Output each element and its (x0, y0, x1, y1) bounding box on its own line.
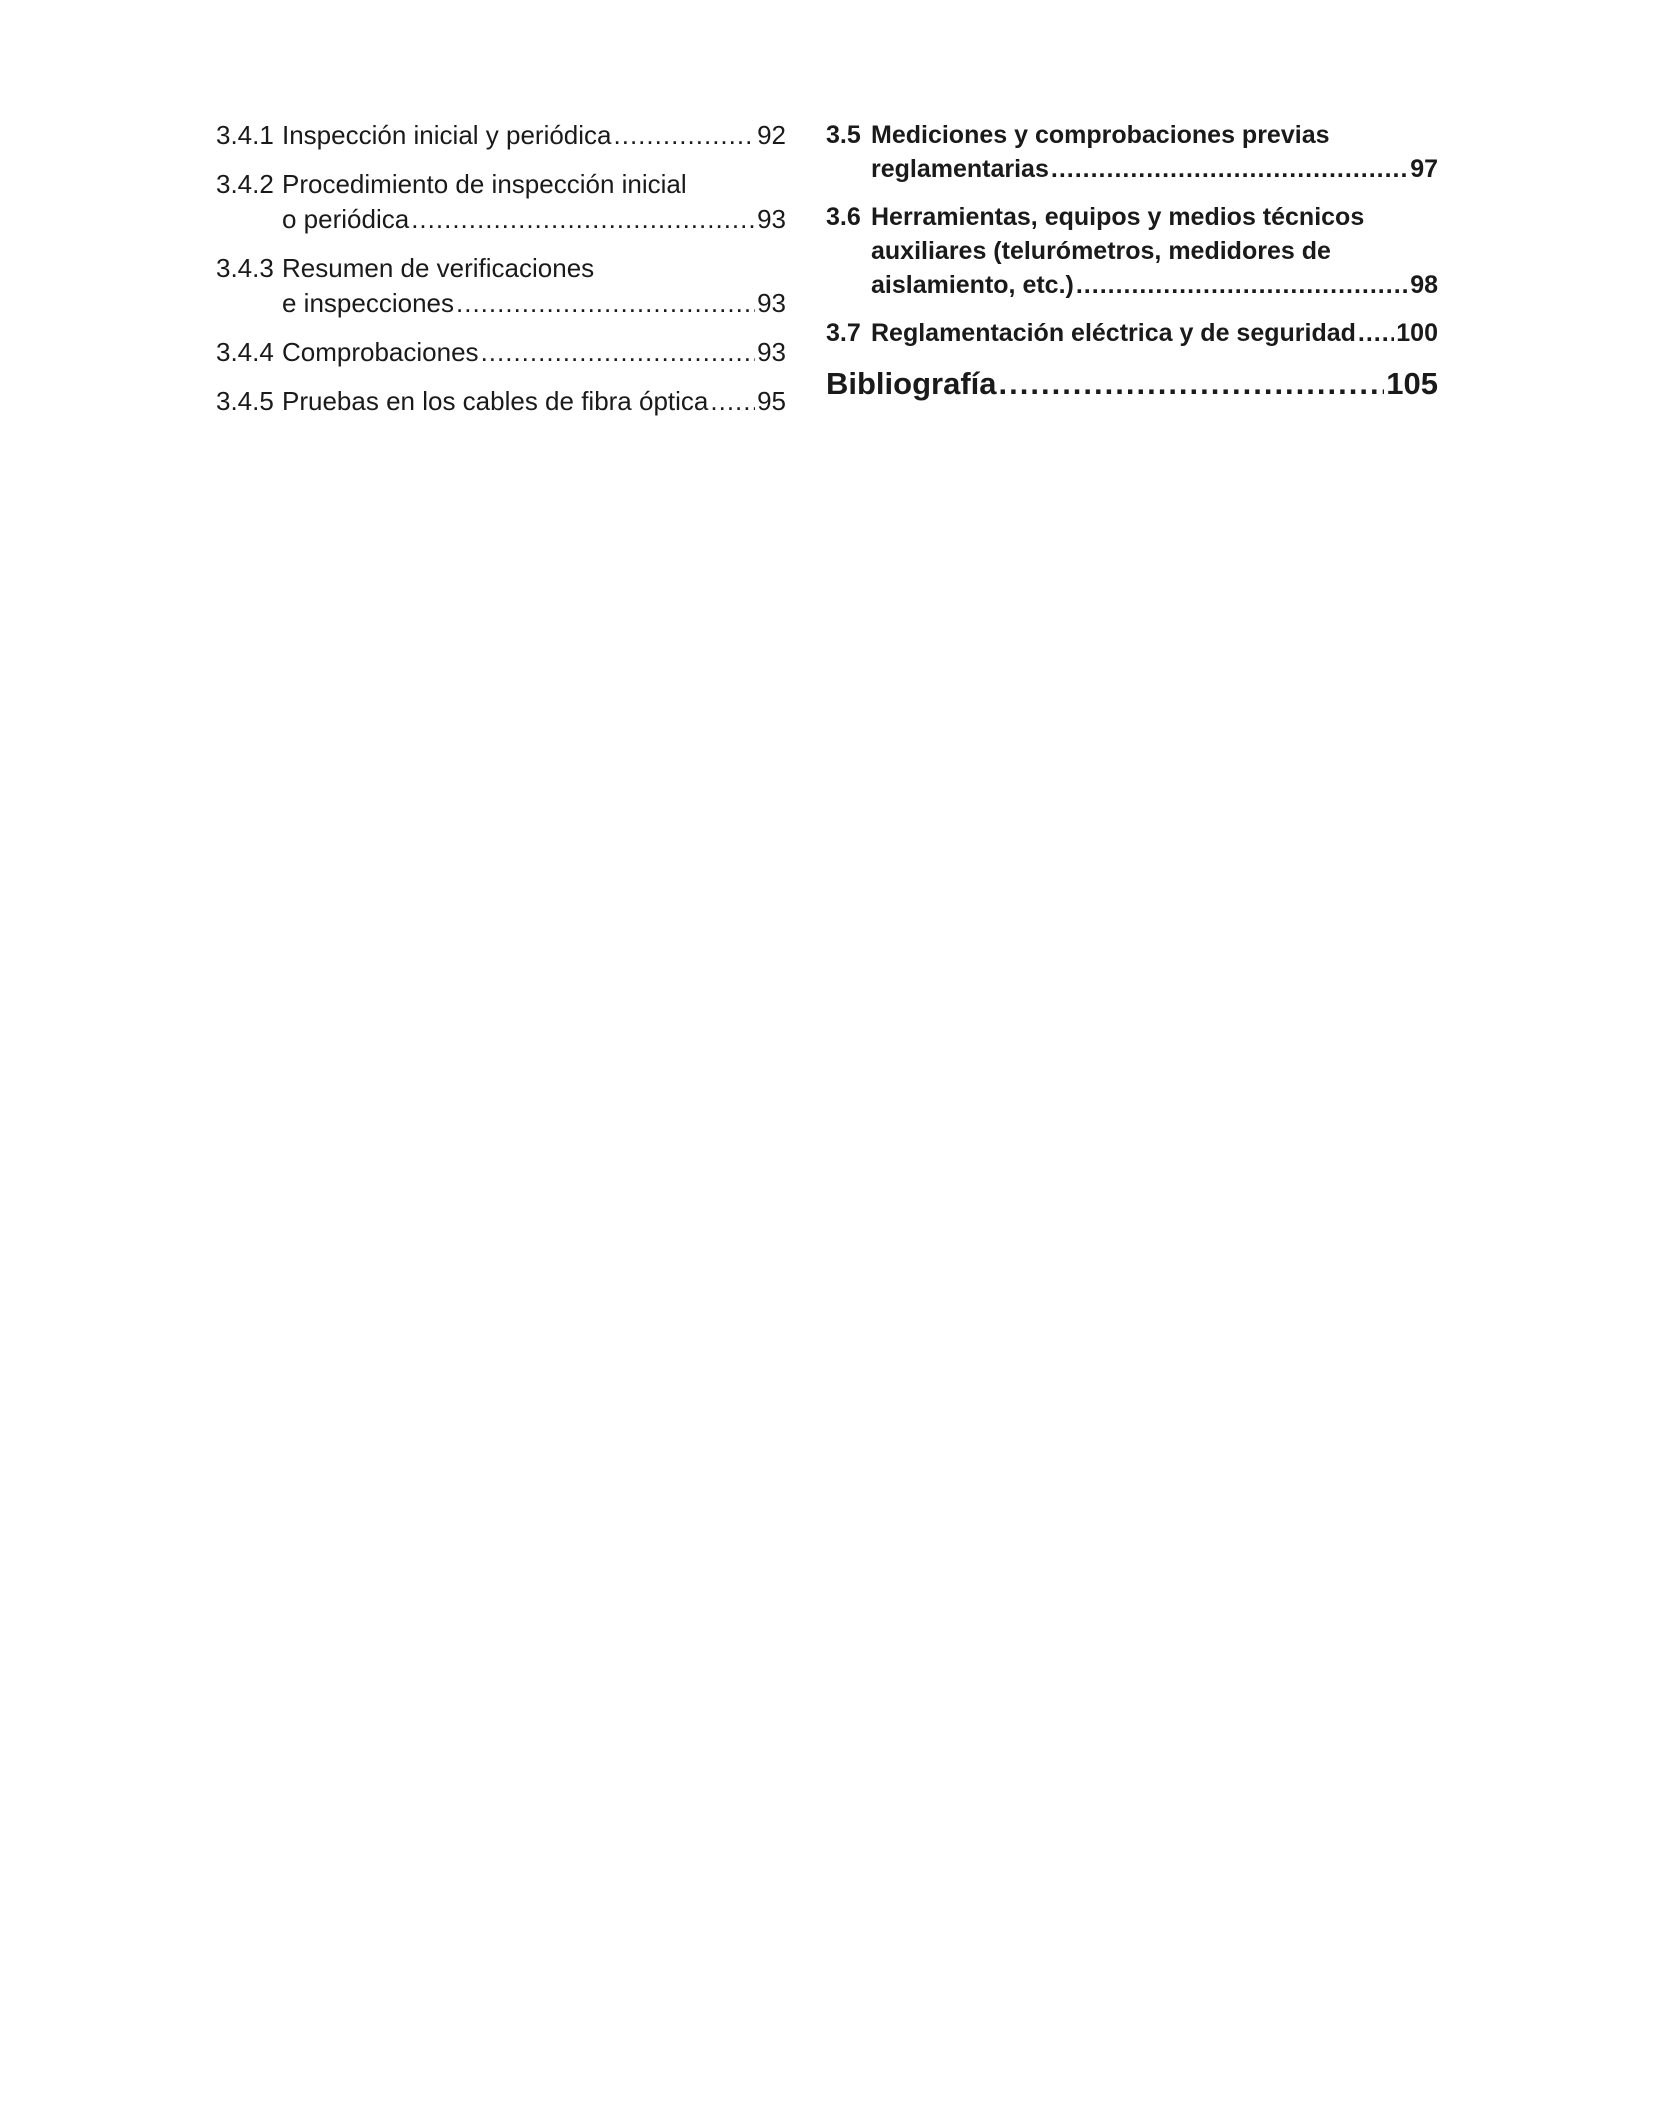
toc-entry-line (282, 202, 786, 237)
toc-entry-title: Resumen de verificaciones (282, 253, 595, 283)
toc-entry-title-continued: auxiliares (telurómetros, medidores de (871, 237, 1331, 265)
toc-entry[interactable] (826, 316, 1438, 350)
dot-leader (1076, 268, 1408, 302)
toc-entry-line (282, 118, 786, 153)
toc-entry-number: 3.4.2 (216, 169, 274, 199)
toc-entry-title: Mediciones y comprobaciones previas (871, 121, 1330, 149)
toc-bibliography-page: 105 (1386, 366, 1438, 401)
toc-entry-body (282, 384, 786, 419)
toc-entry-line (871, 316, 1438, 350)
toc-entry-page: 100 (1396, 319, 1438, 347)
toc-entry-number: 3.4.1 (216, 120, 274, 150)
toc-entry-title: Pruebas en los cables de fibra óptica (282, 386, 709, 416)
toc-entry-number: 3.4.3 (216, 253, 274, 283)
toc-entry-title: Procedimiento de inspección inicial (282, 169, 687, 199)
toc-entry-line (282, 286, 786, 321)
toc-entry-page: 93 (757, 288, 786, 318)
toc-entry-line (282, 251, 786, 286)
toc-entry-title-continued: aislamiento, etc.) (871, 271, 1074, 299)
dot-leader (1358, 316, 1394, 350)
toc-entry-page: 98 (1410, 271, 1438, 299)
toc-bibliography-entry[interactable] (826, 364, 1438, 404)
toc-entry-number: 3.4.4 (216, 337, 274, 367)
toc-entry[interactable] (216, 384, 786, 419)
toc-entry-body (282, 167, 786, 237)
dot-leader (411, 202, 755, 237)
toc-entry[interactable] (826, 118, 1438, 186)
toc-entry-page: 93 (757, 337, 786, 367)
toc-entry-line (282, 167, 786, 202)
toc-entry[interactable] (826, 200, 1438, 302)
toc-entry-page: 93 (757, 204, 786, 234)
toc-entry[interactable] (216, 335, 786, 370)
toc-entry-page: 97 (1410, 155, 1438, 183)
toc-entry-body (871, 118, 1438, 186)
toc-entry[interactable] (216, 118, 786, 153)
table-of-contents (216, 118, 1438, 433)
toc-entry-number: 3.7 (826, 319, 861, 347)
toc-bibliography-title: Bibliografía (826, 366, 997, 401)
toc-entry-body (282, 251, 786, 321)
dot-leader (614, 118, 756, 153)
toc-entry-line (282, 384, 786, 419)
toc-entry-page: 92 (757, 120, 786, 150)
toc-entry[interactable] (216, 251, 786, 321)
dot-leader (999, 364, 1385, 404)
toc-entry-line (871, 118, 1438, 152)
toc-entry-body (871, 200, 1438, 302)
toc-entry[interactable] (216, 167, 786, 237)
dot-leader (710, 384, 755, 419)
toc-entry-number: 3.5 (826, 121, 861, 149)
toc-entry-line (871, 234, 1438, 268)
toc-entry-line (871, 200, 1438, 234)
toc-entry-number: 3.6 (826, 203, 861, 231)
toc-left-column (216, 118, 786, 433)
dot-leader (481, 335, 756, 370)
toc-entry-title-continued: e inspecciones (282, 288, 454, 318)
toc-entry-line (871, 152, 1438, 186)
toc-entry-title: Comprobaciones (282, 337, 479, 367)
toc-right-column (826, 118, 1438, 433)
dot-leader (456, 286, 755, 321)
toc-entry-line (282, 335, 786, 370)
toc-entry-page: 95 (757, 386, 786, 416)
toc-entry-line (871, 268, 1438, 302)
toc-entry-body (871, 316, 1438, 350)
toc-entry-body (282, 118, 786, 153)
toc-entry-title-continued: o periódica (282, 204, 410, 234)
toc-entry-number: 3.4.5 (216, 386, 274, 416)
toc-entry-body (282, 335, 786, 370)
toc-entry-title-continued: reglamentarias (871, 155, 1049, 183)
toc-entry-title: Reglamentación eléctrica y de seguridad (871, 319, 1356, 347)
toc-entry-title: Inspección inicial y periódica (282, 120, 612, 150)
dot-leader (1051, 152, 1408, 186)
toc-entry-title: Herramientas, equipos y medios técnicos (871, 203, 1365, 231)
